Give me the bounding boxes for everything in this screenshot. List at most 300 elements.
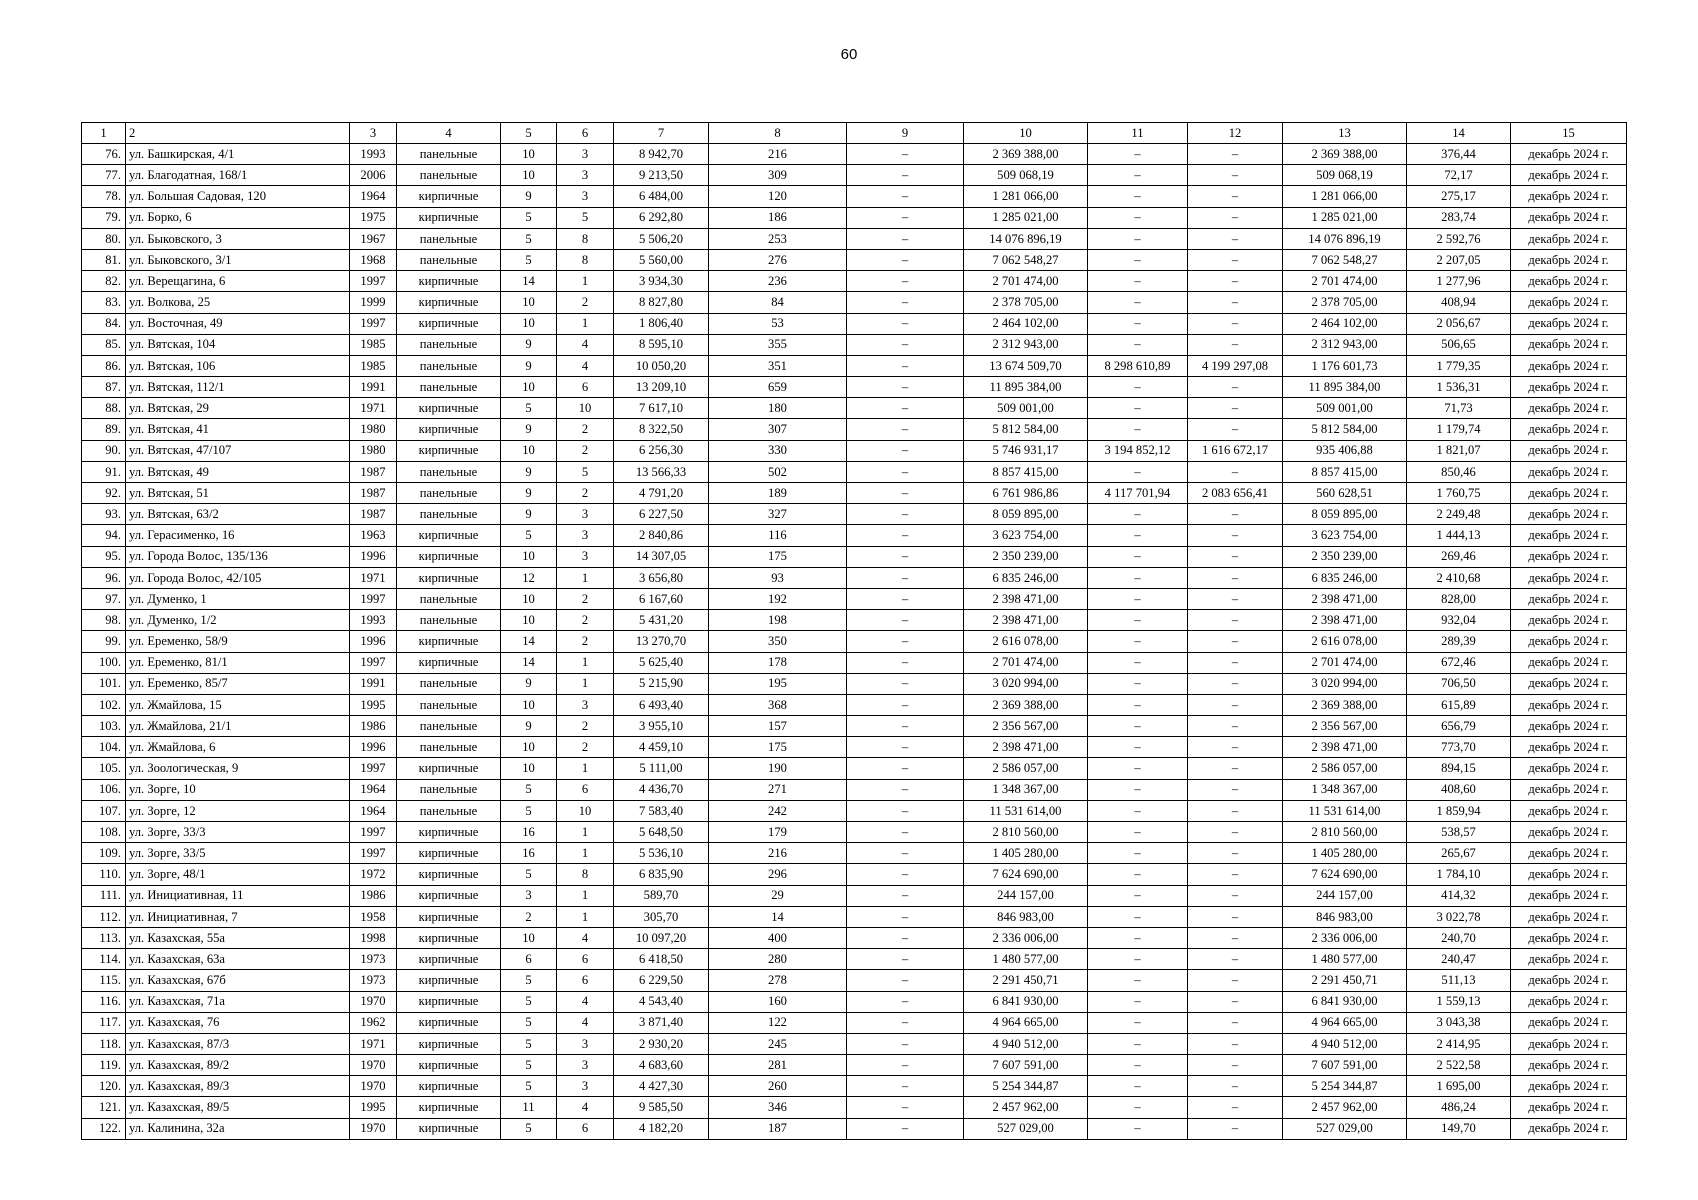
- cell-col-5: 9: [501, 355, 557, 376]
- cell-col-2: ул. Восточная, 49: [126, 313, 350, 334]
- cell-col-5: 10: [501, 165, 557, 186]
- cell-col-10: 1 405 280,00: [964, 843, 1088, 864]
- cell-col-1: 79.: [82, 207, 126, 228]
- cell-col-3: 1998: [350, 927, 397, 948]
- cell-col-14: 149,70: [1407, 1118, 1511, 1139]
- cell-col-8: 346: [709, 1097, 847, 1118]
- cell-col-3: 1962: [350, 1012, 397, 1033]
- cell-col-15: декабрь 2024 г.: [1511, 1055, 1627, 1076]
- cell-col-14: 656,79: [1407, 716, 1511, 737]
- cell-col-8: 281: [709, 1055, 847, 1076]
- cell-col-1: 86.: [82, 355, 126, 376]
- cell-col-7: 6 256,30: [614, 440, 709, 461]
- cell-col-14: 240,70: [1407, 927, 1511, 948]
- cell-col-6: 3: [557, 186, 614, 207]
- cell-col-8: 157: [709, 716, 847, 737]
- cell-col-14: 1 784,10: [1407, 864, 1511, 885]
- cell-col-14: 773,70: [1407, 737, 1511, 758]
- table-row: [82, 864, 1627, 885]
- cell-col-3: 1958: [350, 906, 397, 927]
- cell-col-15: декабрь 2024 г.: [1511, 165, 1627, 186]
- cell-col-13: 1 176 601,73: [1283, 355, 1407, 376]
- cell-col-8: 351: [709, 355, 847, 376]
- cell-col-12: 1 616 672,17: [1188, 440, 1283, 461]
- cell-col-3: 1997: [350, 822, 397, 843]
- cell-col-2: ул. Казахская, 71а: [126, 991, 350, 1012]
- cell-col-4: кирпичные: [397, 1076, 501, 1097]
- cell-col-5: 5: [501, 864, 557, 885]
- cell-col-1: 116.: [82, 991, 126, 1012]
- cell-col-6: 3: [557, 165, 614, 186]
- cell-col-8: 116: [709, 525, 847, 546]
- table-row: [82, 779, 1627, 800]
- cell-col-6: 5: [557, 461, 614, 482]
- cell-col-9: –: [847, 144, 964, 165]
- cell-col-11: –: [1088, 419, 1188, 440]
- cell-col-4: панельные: [397, 249, 501, 270]
- cell-col-14: 1 444,13: [1407, 525, 1511, 546]
- cell-col-11: –: [1088, 610, 1188, 631]
- cell-col-3: 1971: [350, 567, 397, 588]
- cell-col-14: 1 859,94: [1407, 800, 1511, 821]
- cell-col-15: декабрь 2024 г.: [1511, 567, 1627, 588]
- cell-col-10: 2 350 239,00: [964, 546, 1088, 567]
- cell-col-5: 5: [501, 1033, 557, 1054]
- cell-col-15: декабрь 2024 г.: [1511, 800, 1627, 821]
- cell-col-15: декабрь 2024 г.: [1511, 779, 1627, 800]
- cell-col-5: 9: [501, 504, 557, 525]
- cell-col-1: 91.: [82, 461, 126, 482]
- cell-col-11: –: [1088, 906, 1188, 927]
- cell-col-6: 6: [557, 123, 614, 144]
- cell-col-10: 2 398 471,00: [964, 610, 1088, 631]
- cell-col-4: кирпичные: [397, 271, 501, 292]
- cell-col-3: 1997: [350, 271, 397, 292]
- cell-col-6: 2: [557, 483, 614, 504]
- cell-col-10: 1 348 367,00: [964, 779, 1088, 800]
- housing-repair-table: [81, 122, 1627, 1140]
- table-row: [82, 271, 1627, 292]
- cell-col-1: 109.: [82, 843, 126, 864]
- cell-col-13: 5 254 344,87: [1283, 1076, 1407, 1097]
- cell-col-12: –: [1188, 694, 1283, 715]
- cell-col-7: 13 209,10: [614, 377, 709, 398]
- cell-col-11: 4 117 701,94: [1088, 483, 1188, 504]
- cell-col-8: 296: [709, 864, 847, 885]
- cell-col-7: 8 595,10: [614, 334, 709, 355]
- cell-col-11: 11: [1088, 123, 1188, 144]
- cell-col-3: 1964: [350, 800, 397, 821]
- cell-col-7: 3 871,40: [614, 1012, 709, 1033]
- cell-col-8: 400: [709, 927, 847, 948]
- cell-col-4: кирпичные: [397, 970, 501, 991]
- cell-col-6: 1: [557, 885, 614, 906]
- cell-col-8: 242: [709, 800, 847, 821]
- cell-col-6: 3: [557, 694, 614, 715]
- cell-col-5: 14: [501, 271, 557, 292]
- cell-col-12: –: [1188, 779, 1283, 800]
- table-row: [82, 843, 1627, 864]
- cell-col-4: кирпичные: [397, 864, 501, 885]
- cell-col-2: ул. Зорге, 10: [126, 779, 350, 800]
- cell-col-1: 80.: [82, 228, 126, 249]
- table-row: [82, 567, 1627, 588]
- cell-col-9: –: [847, 885, 964, 906]
- cell-col-13: 14 076 896,19: [1283, 228, 1407, 249]
- cell-col-2: ул. Казахская, 55а: [126, 927, 350, 948]
- cell-col-2: ул. Вятская, 51: [126, 483, 350, 504]
- cell-col-7: 6 292,80: [614, 207, 709, 228]
- cell-col-8: 187: [709, 1118, 847, 1139]
- cell-col-4: кирпичные: [397, 1033, 501, 1054]
- cell-col-4: панельные: [397, 355, 501, 376]
- cell-col-12: –: [1188, 207, 1283, 228]
- cell-col-14: 2 410,68: [1407, 567, 1511, 588]
- cell-col-2: 2: [126, 123, 350, 144]
- cell-col-12: –: [1188, 800, 1283, 821]
- cell-col-8: 216: [709, 843, 847, 864]
- cell-col-1: 100.: [82, 652, 126, 673]
- cell-col-11: –: [1088, 165, 1188, 186]
- cell-col-14: 275,17: [1407, 186, 1511, 207]
- cell-col-2: ул. Зорге, 33/5: [126, 843, 350, 864]
- cell-col-15: декабрь 2024 г.: [1511, 1118, 1627, 1139]
- cell-col-3: 3: [350, 123, 397, 144]
- cell-col-11: –: [1088, 398, 1188, 419]
- cell-col-13: 509 001,00: [1283, 398, 1407, 419]
- cell-col-7: 13 566,33: [614, 461, 709, 482]
- cell-col-9: –: [847, 504, 964, 525]
- table-row: [82, 800, 1627, 821]
- cell-col-8: 190: [709, 758, 847, 779]
- cell-col-14: 932,04: [1407, 610, 1511, 631]
- cell-col-9: –: [847, 440, 964, 461]
- cell-col-5: 9: [501, 483, 557, 504]
- table-row: [82, 1097, 1627, 1118]
- cell-col-10: 2 810 560,00: [964, 822, 1088, 843]
- cell-col-6: 6: [557, 779, 614, 800]
- cell-col-4: панельные: [397, 377, 501, 398]
- cell-col-9: –: [847, 165, 964, 186]
- cell-col-10: 6 761 986,86: [964, 483, 1088, 504]
- table-row: [82, 377, 1627, 398]
- cell-col-8: 368: [709, 694, 847, 715]
- cell-col-4: кирпичные: [397, 567, 501, 588]
- cell-col-1: 106.: [82, 779, 126, 800]
- cell-col-3: 1964: [350, 186, 397, 207]
- cell-col-15: декабрь 2024 г.: [1511, 949, 1627, 970]
- cell-col-2: ул. Вятская, 41: [126, 419, 350, 440]
- cell-col-5: 11: [501, 1097, 557, 1118]
- cell-col-2: ул. Большая Садовая, 120: [126, 186, 350, 207]
- cell-col-3: 1970: [350, 991, 397, 1012]
- cell-col-4: кирпичные: [397, 1097, 501, 1118]
- cell-col-4: панельные: [397, 737, 501, 758]
- cell-col-4: кирпичные: [397, 906, 501, 927]
- cell-col-7: 13 270,70: [614, 631, 709, 652]
- cell-col-6: 1: [557, 567, 614, 588]
- cell-col-10: 527 029,00: [964, 1118, 1088, 1139]
- cell-col-11: –: [1088, 927, 1188, 948]
- cell-col-6: 5: [557, 207, 614, 228]
- cell-col-4: кирпичные: [397, 949, 501, 970]
- cell-col-13: 2 464 102,00: [1283, 313, 1407, 334]
- cell-col-15: декабрь 2024 г.: [1511, 546, 1627, 567]
- cell-col-8: 186: [709, 207, 847, 228]
- cell-col-1: 117.: [82, 1012, 126, 1033]
- cell-col-3: 1991: [350, 673, 397, 694]
- cell-col-2: ул. Вятская, 112/1: [126, 377, 350, 398]
- cell-col-6: 1: [557, 271, 614, 292]
- cell-col-14: 3 022,78: [1407, 906, 1511, 927]
- cell-col-14: 2 522,58: [1407, 1055, 1511, 1076]
- cell-col-4: кирпичные: [397, 631, 501, 652]
- cell-col-9: –: [847, 673, 964, 694]
- cell-col-14: 408,60: [1407, 779, 1511, 800]
- cell-col-7: 10 097,20: [614, 927, 709, 948]
- cell-col-8: 178: [709, 652, 847, 673]
- cell-col-2: ул. Зорге, 12: [126, 800, 350, 821]
- cell-col-10: 2 369 388,00: [964, 694, 1088, 715]
- cell-col-10: 7 607 591,00: [964, 1055, 1088, 1076]
- cell-col-14: 1 779,35: [1407, 355, 1511, 376]
- cell-col-12: –: [1188, 906, 1283, 927]
- table-row: [82, 249, 1627, 270]
- cell-col-1: 83.: [82, 292, 126, 313]
- cell-col-14: 2 207,05: [1407, 249, 1511, 270]
- cell-col-5: 2: [501, 906, 557, 927]
- cell-col-4: панельные: [397, 610, 501, 631]
- cell-col-7: 5 431,20: [614, 610, 709, 631]
- cell-col-7: 6 229,50: [614, 970, 709, 991]
- cell-col-10: 2 616 078,00: [964, 631, 1088, 652]
- cell-col-1: 76.: [82, 144, 126, 165]
- cell-col-13: 1 480 577,00: [1283, 949, 1407, 970]
- cell-col-4: панельные: [397, 504, 501, 525]
- cell-col-13: 2 350 239,00: [1283, 546, 1407, 567]
- cell-col-15: декабрь 2024 г.: [1511, 525, 1627, 546]
- cell-col-5: 10: [501, 440, 557, 461]
- cell-col-2: ул. Вятская, 63/2: [126, 504, 350, 525]
- cell-col-10: 2 701 474,00: [964, 652, 1088, 673]
- cell-col-3: 1995: [350, 1097, 397, 1118]
- cell-col-7: 5 215,90: [614, 673, 709, 694]
- table-row: [82, 313, 1627, 334]
- cell-col-3: 1997: [350, 313, 397, 334]
- cell-col-2: ул. Казахская, 63а: [126, 949, 350, 970]
- cell-col-7: 5 536,10: [614, 843, 709, 864]
- table-row: [82, 504, 1627, 525]
- cell-col-6: 8: [557, 228, 614, 249]
- cell-col-15: декабрь 2024 г.: [1511, 483, 1627, 504]
- cell-col-12: –: [1188, 737, 1283, 758]
- cell-col-12: –: [1188, 144, 1283, 165]
- cell-col-9: –: [847, 398, 964, 419]
- cell-col-10: 14 076 896,19: [964, 228, 1088, 249]
- cell-col-13: 6 835 246,00: [1283, 567, 1407, 588]
- cell-col-9: –: [847, 207, 964, 228]
- cell-col-1: 98.: [82, 610, 126, 631]
- table-row: [82, 906, 1627, 927]
- cell-col-3: 1987: [350, 483, 397, 504]
- table-row: [82, 440, 1627, 461]
- cell-col-15: декабрь 2024 г.: [1511, 504, 1627, 525]
- cell-col-2: ул. Башкирская, 4/1: [126, 144, 350, 165]
- header-row: [82, 123, 1627, 144]
- cell-col-14: 269,46: [1407, 546, 1511, 567]
- cell-col-7: 305,70: [614, 906, 709, 927]
- cell-col-15: декабрь 2024 г.: [1511, 737, 1627, 758]
- cell-col-6: 4: [557, 1097, 614, 1118]
- cell-col-12: –: [1188, 271, 1283, 292]
- cell-col-8: 198: [709, 610, 847, 631]
- table-row: [82, 207, 1627, 228]
- cell-col-8: 160: [709, 991, 847, 1012]
- cell-col-4: кирпичные: [397, 292, 501, 313]
- table-row: [82, 483, 1627, 504]
- cell-col-1: 87.: [82, 377, 126, 398]
- cell-col-7: 5 648,50: [614, 822, 709, 843]
- cell-col-6: 3: [557, 1055, 614, 1076]
- cell-col-9: –: [847, 843, 964, 864]
- table-row: [82, 716, 1627, 737]
- cell-col-10: 5 746 931,17: [964, 440, 1088, 461]
- cell-col-9: –: [847, 864, 964, 885]
- cell-col-10: 2 464 102,00: [964, 313, 1088, 334]
- cell-col-12: –: [1188, 1097, 1283, 1118]
- cell-col-3: 1996: [350, 737, 397, 758]
- cell-col-3: 1997: [350, 758, 397, 779]
- cell-col-6: 4: [557, 927, 614, 948]
- cell-col-10: 2 369 388,00: [964, 144, 1088, 165]
- cell-col-11: –: [1088, 716, 1188, 737]
- cell-col-13: 5 812 584,00: [1283, 419, 1407, 440]
- cell-col-7: 5 506,20: [614, 228, 709, 249]
- cell-col-11: –: [1088, 673, 1188, 694]
- cell-col-15: декабрь 2024 г.: [1511, 377, 1627, 398]
- cell-col-11: –: [1088, 864, 1188, 885]
- cell-col-5: 5: [501, 800, 557, 821]
- cell-col-6: 4: [557, 334, 614, 355]
- cell-col-10: 5 254 344,87: [964, 1076, 1088, 1097]
- cell-col-5: 5: [501, 123, 557, 144]
- cell-col-3: 1975: [350, 207, 397, 228]
- cell-col-13: 6 841 930,00: [1283, 991, 1407, 1012]
- cell-col-12: –: [1188, 758, 1283, 779]
- cell-col-7: 4 459,10: [614, 737, 709, 758]
- cell-col-9: –: [847, 737, 964, 758]
- cell-col-2: ул. Казахская, 89/2: [126, 1055, 350, 1076]
- cell-col-7: 4 791,20: [614, 483, 709, 504]
- cell-col-12: –: [1188, 1012, 1283, 1033]
- cell-col-7: 3 656,80: [614, 567, 709, 588]
- cell-col-1: 1: [82, 123, 126, 144]
- cell-col-14: 538,57: [1407, 822, 1511, 843]
- cell-col-5: 9: [501, 461, 557, 482]
- cell-col-11: –: [1088, 758, 1188, 779]
- cell-col-5: 10: [501, 737, 557, 758]
- cell-col-1: 89.: [82, 419, 126, 440]
- cell-col-10: 2 291 450,71: [964, 970, 1088, 991]
- cell-col-1: 92.: [82, 483, 126, 504]
- cell-col-7: 4 683,60: [614, 1055, 709, 1076]
- cell-col-7: 14 307,05: [614, 546, 709, 567]
- cell-col-6: 1: [557, 652, 614, 673]
- cell-col-15: декабрь 2024 г.: [1511, 716, 1627, 737]
- cell-col-2: ул. Верещагина, 6: [126, 271, 350, 292]
- table-row: [82, 1076, 1627, 1097]
- cell-col-7: 4 436,70: [614, 779, 709, 800]
- cell-col-11: –: [1088, 207, 1188, 228]
- cell-col-3: 1972: [350, 864, 397, 885]
- cell-col-11: –: [1088, 461, 1188, 482]
- cell-col-3: 1971: [350, 398, 397, 419]
- cell-col-3: 2006: [350, 165, 397, 186]
- cell-col-7: 5 111,00: [614, 758, 709, 779]
- cell-col-11: –: [1088, 991, 1188, 1012]
- cell-col-6: 8: [557, 864, 614, 885]
- cell-col-11: –: [1088, 504, 1188, 525]
- cell-col-3: 1980: [350, 440, 397, 461]
- cell-col-9: –: [847, 779, 964, 800]
- cell-col-4: панельные: [397, 716, 501, 737]
- cell-col-12: –: [1188, 610, 1283, 631]
- cell-col-4: кирпичные: [397, 1118, 501, 1139]
- cell-col-10: 846 983,00: [964, 906, 1088, 927]
- cell-col-13: 2 701 474,00: [1283, 652, 1407, 673]
- cell-col-1: 120.: [82, 1076, 126, 1097]
- cell-col-13: 2 398 471,00: [1283, 588, 1407, 609]
- cell-col-14: 615,89: [1407, 694, 1511, 715]
- cell-col-3: 1995: [350, 694, 397, 715]
- cell-col-15: декабрь 2024 г.: [1511, 1097, 1627, 1118]
- cell-col-8: 8: [709, 123, 847, 144]
- cell-col-9: –: [847, 1055, 964, 1076]
- cell-col-11: –: [1088, 525, 1188, 546]
- cell-col-6: 1: [557, 673, 614, 694]
- cell-col-7: 8 827,80: [614, 292, 709, 313]
- cell-col-1: 90.: [82, 440, 126, 461]
- cell-col-8: 307: [709, 419, 847, 440]
- table-row: [82, 461, 1627, 482]
- cell-col-5: 5: [501, 398, 557, 419]
- cell-col-8: 659: [709, 377, 847, 398]
- cell-col-8: 278: [709, 970, 847, 991]
- cell-col-2: ул. Жмайлова, 21/1: [126, 716, 350, 737]
- cell-col-6: 1: [557, 906, 614, 927]
- cell-col-11: –: [1088, 652, 1188, 673]
- cell-col-2: ул. Города Волос, 135/136: [126, 546, 350, 567]
- cell-col-12: –: [1188, 525, 1283, 546]
- cell-col-12: 4 199 297,08: [1188, 355, 1283, 376]
- cell-col-9: –: [847, 652, 964, 673]
- cell-col-8: 29: [709, 885, 847, 906]
- cell-col-11: –: [1088, 800, 1188, 821]
- cell-col-8: 327: [709, 504, 847, 525]
- cell-col-12: –: [1188, 927, 1283, 948]
- cell-col-4: панельные: [397, 800, 501, 821]
- cell-col-6: 2: [557, 292, 614, 313]
- cell-col-5: 10: [501, 588, 557, 609]
- cell-col-15: декабрь 2024 г.: [1511, 144, 1627, 165]
- table-row: [82, 525, 1627, 546]
- cell-col-4: кирпичные: [397, 822, 501, 843]
- cell-col-9: –: [847, 292, 964, 313]
- cell-col-10: 8 059 895,00: [964, 504, 1088, 525]
- cell-col-14: 376,44: [1407, 144, 1511, 165]
- table-row: [82, 991, 1627, 1012]
- cell-col-12: –: [1188, 398, 1283, 419]
